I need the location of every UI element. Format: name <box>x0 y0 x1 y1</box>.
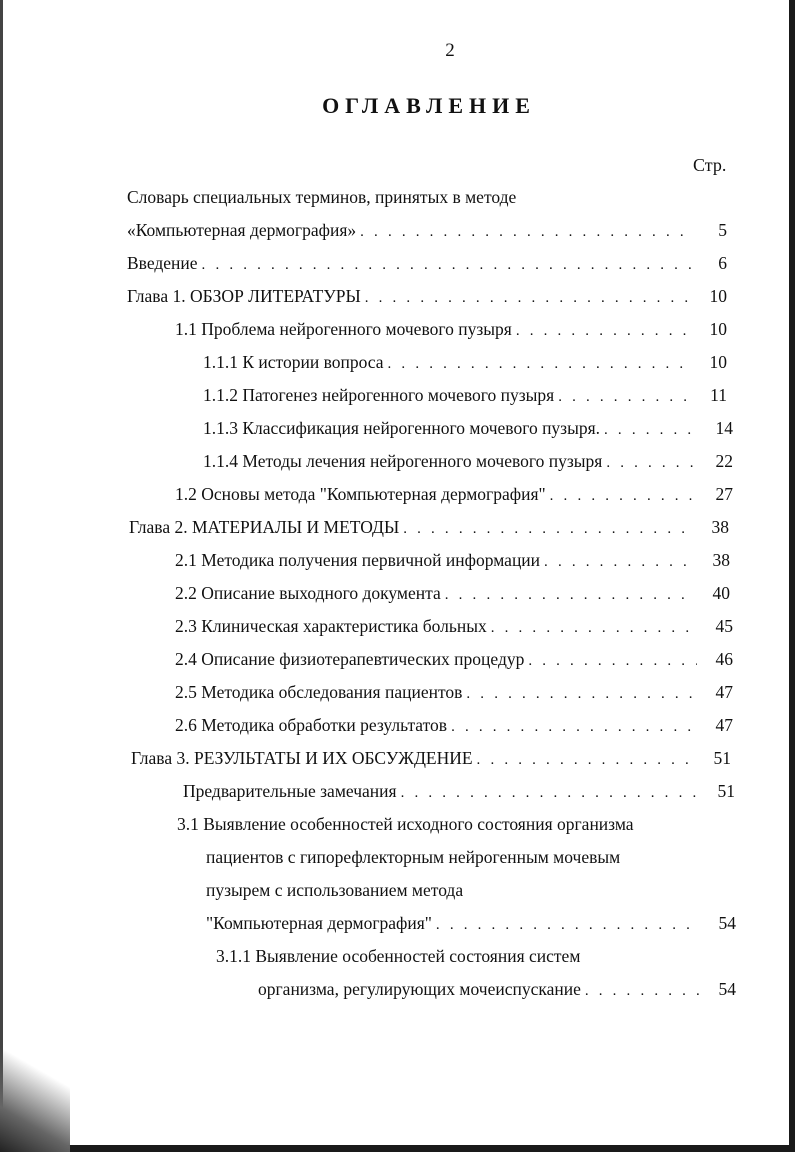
toc-entry-text: 2.6 Методика обработки результатов <box>175 715 448 735</box>
leader-dots <box>585 978 700 1004</box>
leader-dots <box>360 219 691 245</box>
toc-entry[interactable] <box>127 217 727 243</box>
toc-entry[interactable] <box>175 547 730 573</box>
toc-entry-text: 2.5 Методика обследования пациентов <box>175 682 463 702</box>
toc-entry-page: 11 <box>710 385 727 405</box>
toc-entry[interactable] <box>203 349 727 375</box>
toc-entry[interactable] <box>127 283 727 309</box>
toc-entry-page: 14 <box>715 418 733 438</box>
toc-entry-text: Введение <box>127 253 198 273</box>
toc-entry[interactable] <box>183 778 735 804</box>
toc-entry-text: 2.2 Описание выходного документа <box>175 583 441 603</box>
leader-dots <box>491 615 697 641</box>
toc-entry-text: Словарь специальных терминов, принятых в методе <box>127 187 517 207</box>
toc-entry-page: 38 <box>711 517 729 537</box>
toc-entry-text: Глава 3. РЕЗУЛЬТАТЫ И ИХ ОБСУЖДЕНИЕ <box>131 748 473 768</box>
leader-dots <box>403 516 693 542</box>
leader-dots <box>202 252 691 278</box>
toc-entry-text: пациентов с гипорефлекторным нейрогенным мочевым <box>206 847 621 867</box>
toc-entry-page: 6 <box>718 253 727 273</box>
leader-dots <box>550 483 697 509</box>
toc-entry[interactable] <box>127 250 727 276</box>
toc-entry-page: 27 <box>715 484 733 504</box>
toc-entry-page: 51 <box>713 748 731 768</box>
toc-entry-text: Глава 2. МАТЕРИАЛЫ И МЕТОДЫ <box>129 517 400 537</box>
leader-dots <box>604 417 697 443</box>
toc-entry[interactable] <box>175 580 730 606</box>
toc-entry[interactable] <box>175 316 727 342</box>
toc-entry-page: 46 <box>715 649 733 669</box>
scan-border-right <box>789 0 795 1152</box>
toc-entry-text: организма, регулирующих мочеиспускание <box>258 979 581 999</box>
toc-entry-page: 54 <box>718 913 736 933</box>
toc-entry-text: 1.2 Основы метода "Компьютерная дермография" <box>175 484 546 504</box>
leader-dots <box>528 648 697 674</box>
toc-entry[interactable] <box>203 415 733 441</box>
page-column-header: Стр. <box>693 155 727 175</box>
leader-dots <box>436 912 700 938</box>
leader-dots <box>544 549 694 575</box>
toc-entry-page: 40 <box>712 583 730 603</box>
scan-border-left <box>0 0 3 1152</box>
leader-dots <box>516 318 691 344</box>
toc-entry-page: 10 <box>709 352 727 372</box>
toc-entry[interactable] <box>175 613 733 639</box>
scan-border-bottom <box>0 1145 795 1152</box>
toc-entry[interactable] <box>206 910 736 936</box>
toc-entry <box>206 844 686 870</box>
scan-shadow-corner <box>0 1042 70 1152</box>
toc-entry-text: 1.1.2 Патогенез нейрогенного мочевого пузыря <box>203 385 555 405</box>
toc-entry-text: 1.1 Проблема нейрогенного мочевого пузыря <box>175 319 512 339</box>
toc-entry-text: "Компьютерная дермография" <box>206 913 432 933</box>
leader-dots <box>445 582 694 608</box>
toc-entry <box>177 811 697 837</box>
toc-entry-page: 38 <box>712 550 730 570</box>
leader-dots <box>451 714 697 740</box>
toc-entry-page: 45 <box>715 616 733 636</box>
page-number: 2 <box>445 40 455 61</box>
leader-dots <box>466 681 697 707</box>
leader-dots <box>477 747 695 773</box>
toc-entry-text: «Компьютерная дермография» <box>127 220 357 240</box>
toc-entry-text: 1.1.1 К истории вопроса <box>203 352 384 372</box>
toc-entry-page: 10 <box>709 319 727 339</box>
toc-entry-text: Глава 1. ОБЗОР ЛИТЕРАТУРЫ <box>127 286 361 306</box>
toc-entry-page: 47 <box>715 682 733 702</box>
toc-entry[interactable] <box>175 679 733 705</box>
toc-entry[interactable] <box>175 646 733 672</box>
toc-entry[interactable] <box>175 712 733 738</box>
toc-entry-page: 51 <box>717 781 735 801</box>
toc-entry-page: 10 <box>709 286 727 306</box>
toc-entry <box>127 184 687 210</box>
toc-entry[interactable] <box>175 481 733 507</box>
toc-entry-text: 2.4 Описание физиотерапевтических процедур <box>175 649 525 669</box>
leader-dots <box>558 384 691 410</box>
toc-entry[interactable] <box>203 382 727 408</box>
toc-title: ОГЛАВЛЕНИЕ <box>322 93 536 118</box>
toc-entry[interactable] <box>131 745 731 771</box>
toc-entry <box>216 943 666 969</box>
toc-entry-page: 54 <box>718 979 736 999</box>
toc-entry[interactable] <box>129 514 729 540</box>
toc-entry-text: 3.1 Выявление особенностей исходного состояния организма <box>177 814 634 834</box>
toc-entry-page: 5 <box>718 220 727 240</box>
toc-entry-page: 22 <box>715 451 733 471</box>
toc-entry-text: 1.1.3 Классификация нейрогенного мочевого пузыря. <box>203 418 601 438</box>
toc-entry-page: 47 <box>715 715 733 735</box>
toc-entry-text: 2.1 Методика получения первичной информации <box>175 550 541 570</box>
toc-entry-text: 2.3 Клиническая характеристика больных <box>175 616 487 636</box>
leader-dots <box>401 780 699 806</box>
toc-entry-text: 1.1.4 Методы лечения нейрогенного мочевого пузыря <box>203 451 603 471</box>
toc-entry-text: 3.1.1 Выявление особенностей состояния систем <box>216 946 581 966</box>
toc-entry-text: Предварительные замечания <box>183 781 397 801</box>
toc-entry[interactable] <box>203 448 733 474</box>
leader-dots <box>606 450 697 476</box>
toc-entry <box>206 877 686 903</box>
leader-dots <box>388 351 691 377</box>
toc-entry-text: пузырем с использованием метода <box>206 880 464 900</box>
leader-dots <box>365 285 691 311</box>
toc-entry[interactable] <box>258 976 736 1002</box>
